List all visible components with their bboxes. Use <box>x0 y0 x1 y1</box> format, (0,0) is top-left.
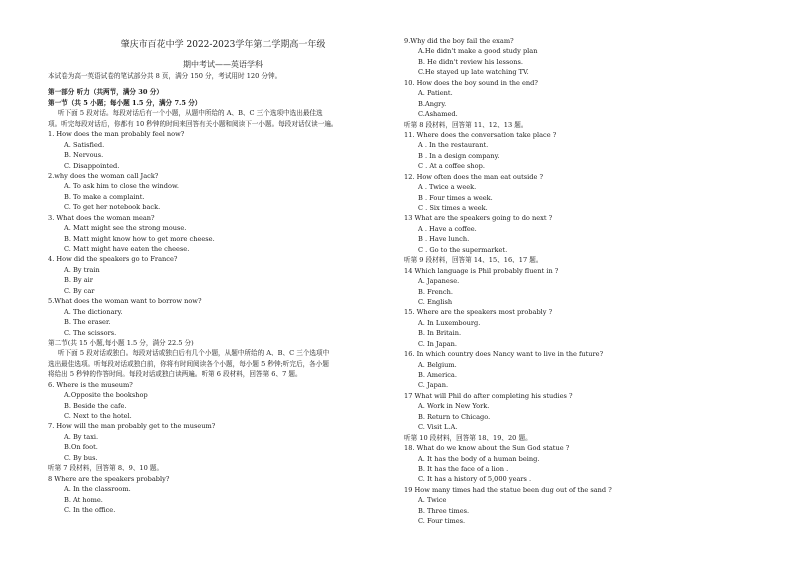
question-text: 19 How many times had the statue been dug out of the sand ? <box>404 485 612 494</box>
answer-option: C . Go to the supermarket. <box>418 245 508 254</box>
question-text: 18. What do we know about the Sun God statue ? <box>404 444 570 453</box>
answer-option: A. The dictionary. <box>64 307 123 316</box>
answer-option: C. Japan. <box>418 381 449 390</box>
question-text: 3. What does the woman mean? <box>48 213 155 222</box>
material-note: 听第 10 段材料，回答第 18、19、20 题。 <box>404 433 532 442</box>
question-text: 9.Why did the boy fail the exam? <box>404 37 514 45</box>
answer-option: C. Four times. <box>418 517 466 526</box>
answer-option: C. Visit L.A. <box>418 423 458 432</box>
answer-option: C.Ashamed. <box>418 110 458 119</box>
answer-option: B. It has the face of a lion . <box>418 464 509 473</box>
question-text: 4. How did the speakers go to France? <box>48 255 178 264</box>
question-text: 14 Which language is Phil probably fluent in ? <box>404 266 559 275</box>
answer-option: A. In Luxembourg. <box>418 318 481 327</box>
answer-option: A. It has the body of a human being. <box>418 454 540 463</box>
answer-option: C. The scissors. <box>64 328 117 337</box>
question-group-2 <box>48 380 398 464</box>
answer-option: C. It has a history of 5,000 years . <box>418 475 532 484</box>
answer-option: C. In Japan. <box>418 339 458 348</box>
question-text: 7. How will the man probably get to the museum? <box>48 422 216 431</box>
question-text: 15. Where are the speakers most probably ? <box>404 308 553 317</box>
question-text: 16. In which country does Nancy want to live in the future? <box>404 350 604 359</box>
question-group-3 <box>48 474 398 516</box>
answer-option: B. To make a complaint. <box>64 192 145 201</box>
answer-option: C. In the office. <box>64 505 116 514</box>
answer-option: B. By air <box>64 276 93 285</box>
answer-option: B. Beside the cafe. <box>64 401 127 410</box>
answer-option: A. By taxi. <box>64 432 99 441</box>
question-text: 13 What are the speakers going to do next ? <box>404 214 553 223</box>
material-note: 听第 9 段材料，回答第 14、15、16、17 题。 <box>404 256 543 265</box>
exam-subtitle: 期中考试——英语学科 <box>183 60 263 69</box>
answer-option: A. Satisfied. <box>64 140 105 149</box>
answer-option: A . Twice a week. <box>418 183 477 192</box>
left-column <box>48 0 398 515</box>
answer-option: B. Return to Chicago. <box>418 412 491 421</box>
answer-option: B. At home. <box>64 495 103 504</box>
answer-option: B . In a design company. <box>418 151 500 160</box>
material-note: 听第 8 段材料，回答第 11、12、13 题。 <box>404 120 528 129</box>
answer-option: B. Nervous. <box>64 151 104 160</box>
question-text: 17 What will Phil do after completing his studies ? <box>404 391 573 400</box>
exam-title: 肇庆市百花中学 2022-2023学年第二学期高一年级 <box>120 40 326 50</box>
answer-option: A. Japanese. <box>418 277 460 286</box>
answer-option: B. In Britain. <box>418 329 462 338</box>
answer-option: A . Have a coffee. <box>418 224 477 233</box>
answer-option: C. To get her notebook back. <box>64 203 161 212</box>
answer-option: C. Disappointed. <box>64 161 120 170</box>
section2-instr-line: 听下面 5 段对话或独白。每段对话或独白后有几个小题，从题中所给的 A、B、C 三个选项中 <box>58 349 330 358</box>
section1-heading: 第一节（共 5 小题；每小题 1.5 分，满分 7.5 分） <box>48 98 202 107</box>
answer-option: C. Next to the hotel. <box>64 412 132 420</box>
exam-intro: 本试卷为高一英语试卷的笔试部分共 8 页，满分 150 分，考试用时 120 分钟。 <box>48 72 282 80</box>
part1-heading: 第一部分 听力（共两节，满分 30 分） <box>48 88 163 97</box>
answer-option: C . Six times a week. <box>418 204 488 212</box>
answer-option: B. He didn't review his lessons. <box>418 57 523 66</box>
question-text: 6. Where is the museum? <box>48 380 133 389</box>
answer-option: C. By bus. <box>64 453 98 462</box>
question-group-right <box>404 36 754 527</box>
answer-option: B.Angry. <box>418 99 447 108</box>
section2-heading: 第二节(共 15 小题,每小题 1.5 分，满分 22.5 分) <box>48 338 194 347</box>
answer-option: A. To ask him to close the window. <box>64 182 179 191</box>
section1-instr-line: 听下面 5 段对话。每段对话后有一个小题，从题中所给的 A、B、C 三个选项中选出最佳选 <box>58 109 323 118</box>
right-column <box>404 0 754 527</box>
section2-instr-line: 选出最佳选项。听每段对话或独白前，你将有时间阅读各个小题，每小题 5 秒钟;听完后，各小题 <box>48 359 329 368</box>
question-text: 1. How does the man probably feel now? <box>48 130 185 139</box>
answer-option: A. Work in New York. <box>418 402 490 411</box>
section2-instr-line: 将给出 5 秒钟的作答时间。每段对话或独白读两遍。听第 6 段材料，回答第 6、7 题。 <box>48 370 302 379</box>
answer-option: B . Have lunch. <box>418 235 470 244</box>
question-text: 8 Where are the speakers probably? <box>48 474 170 483</box>
material-note: 听第 7 段材料，回答第 8、9、10 题。 <box>48 464 164 473</box>
answer-option: C. Matt might have eaten the cheese. <box>64 245 190 253</box>
answer-option: A. In the classroom. <box>64 485 131 494</box>
answer-option: A. Belgium. <box>418 360 457 369</box>
answer-option: A. By train <box>64 265 100 274</box>
answer-option: B. French. <box>418 287 453 296</box>
answer-option: B . Four times a week. <box>418 193 493 202</box>
answer-option: B.On foot. <box>64 443 98 452</box>
answer-option: A. Twice <box>418 496 447 505</box>
answer-option: B. Matt might know how to get more cheese. <box>64 234 215 243</box>
answer-option: C. English <box>418 297 453 306</box>
answer-option: C . At a coffee shop. <box>418 162 485 171</box>
question-text: 10. How does the boy sound in the end? <box>404 78 538 87</box>
question-text: 11. Where does the conversation take place ? <box>404 130 557 139</box>
answer-option: A.He didn't make a good study plan <box>418 47 538 56</box>
answer-option: A. Matt might see the strong mouse. <box>64 224 187 233</box>
answer-option: A. Patient. <box>418 89 453 98</box>
answer-option: A.Opposite the bookshop <box>64 391 148 400</box>
answer-option: B. Three times. <box>418 506 470 515</box>
question-text: 2.why does the woman call Jack? <box>48 171 159 180</box>
answer-option: C. By car <box>64 286 95 295</box>
answer-option: B. America. <box>418 371 457 379</box>
answer-option: B. The eraser. <box>64 318 111 327</box>
section1-instr-line: 项。听完每段对话后，你都有 10 秒钟的时间来回答有关小题和阅读下一小题。每段对话仅读一遍。 <box>48 119 338 128</box>
question-text: 5.What does the woman want to borrow now? <box>48 297 202 306</box>
answer-option: C.He stayed up late watching TV. <box>418 68 529 77</box>
question-group-1 <box>48 129 398 338</box>
question-text: 12. How often does the man eat outside ? <box>404 172 544 181</box>
answer-option: A . In the restaurant. <box>418 141 489 150</box>
